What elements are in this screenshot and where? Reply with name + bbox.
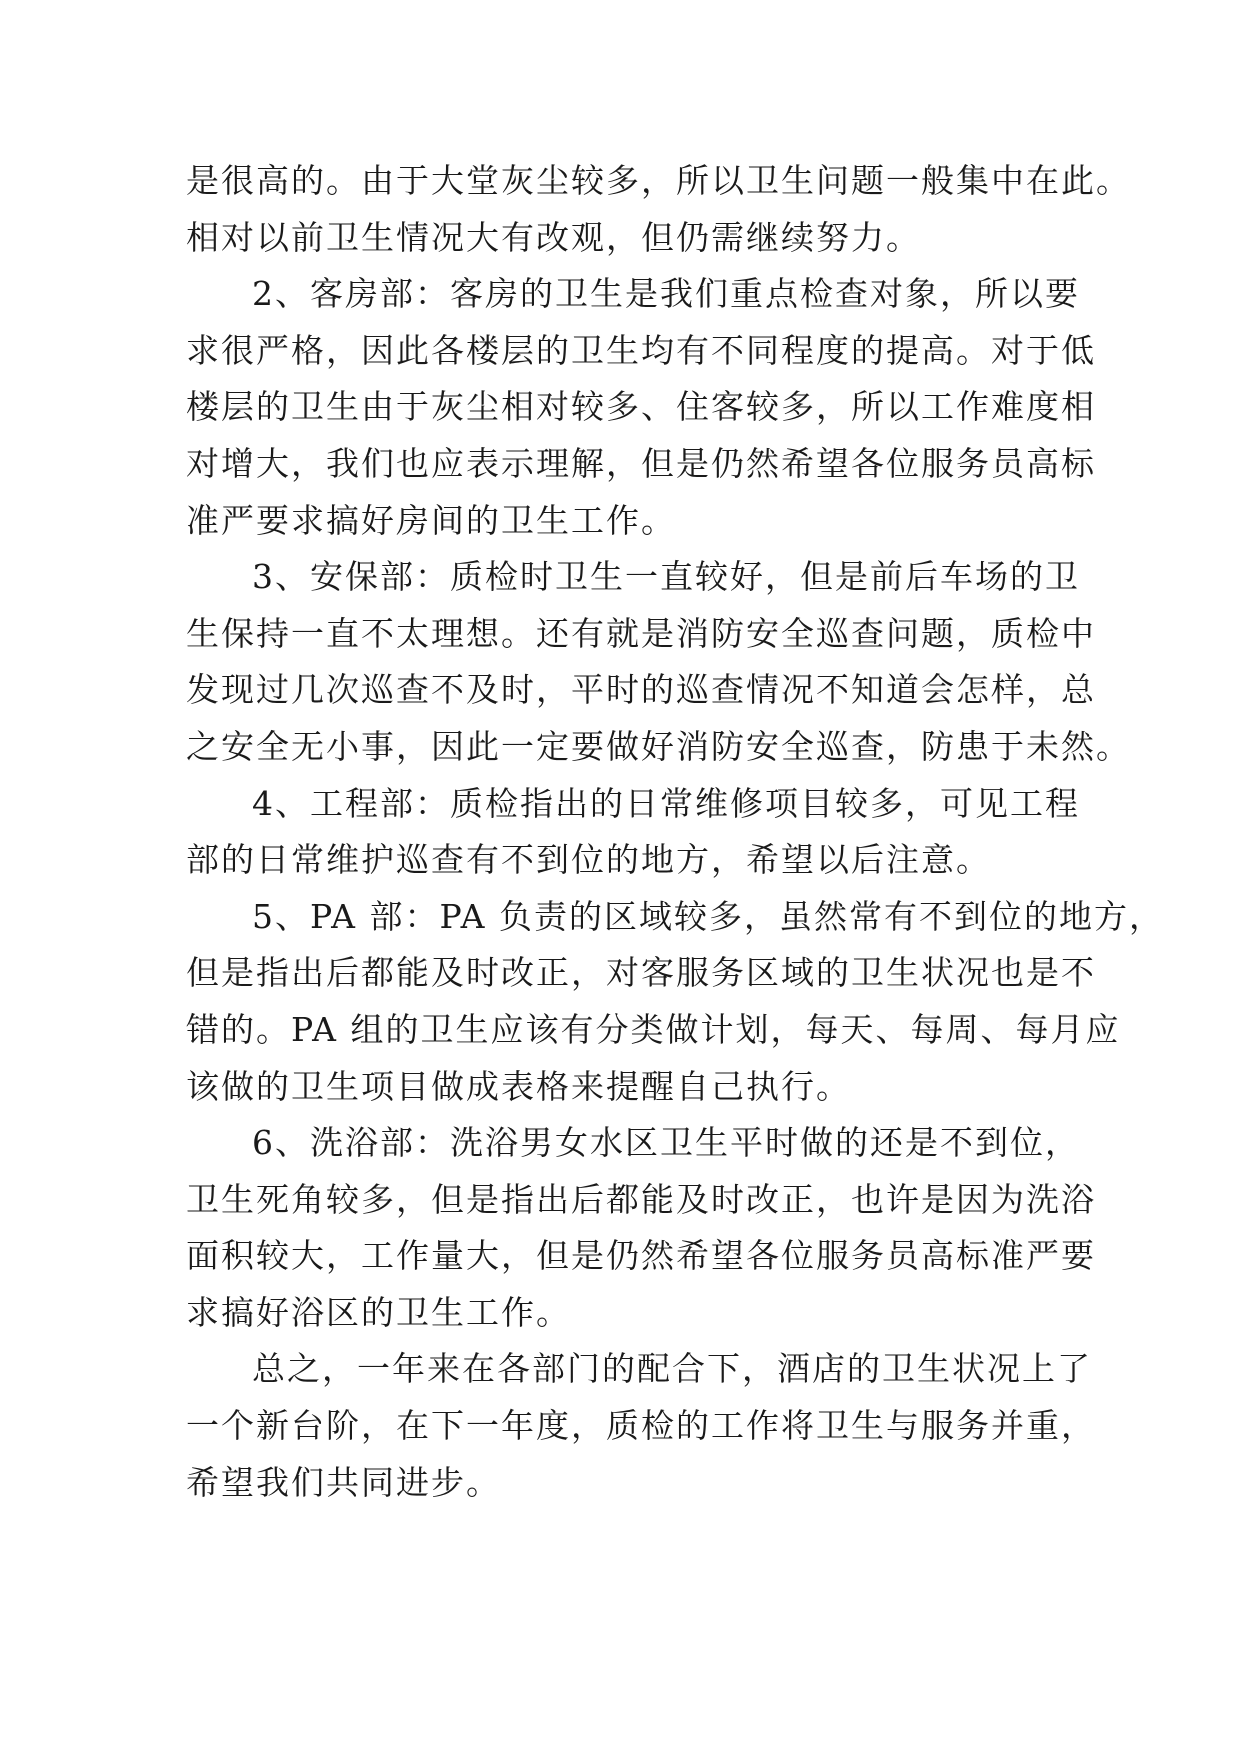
text-line: 5、PA 部：PA 负责的区域较多，虽然常有不到位的地方， <box>252 896 1164 936</box>
text-line: 之安全无小事，因此一定要做好消防安全巡查，防患于未然。 <box>186 726 1131 766</box>
text-line: 一个新台阶，在下一年度，质检的工作将卫生与服务并重， <box>186 1406 1096 1446</box>
text-line: 希望我们共同进步。 <box>186 1462 501 1502</box>
text-line: 准严要求搞好房间的卫生工作。 <box>186 500 676 540</box>
text-line: 卫生死角较多，但是指出后都能及时改正，也许是因为洗浴 <box>186 1179 1096 1219</box>
text-line: 发现过几次巡查不及时，平时的巡查情况不知道会怎样，总 <box>186 670 1096 710</box>
text-line: 总之，一年来在各部门的配合下，酒店的卫生状况上了 <box>252 1349 1092 1389</box>
body-text <box>186 153 1164 1511</box>
text-line: 生保持一直不太理想。还有就是消防安全巡查问题，质检中 <box>186 613 1096 653</box>
text-line: 求很严格，因此各楼层的卫生均有不同程度的提高。对于低 <box>186 330 1096 370</box>
text-line: 求搞好浴区的卫生工作。 <box>186 1292 571 1332</box>
text-line: 4、工程部：质检指出的日常维修项目较多，可见工程 <box>252 783 1080 823</box>
text-line: 该做的卫生项目做成表格来提醒自己执行。 <box>186 1066 851 1106</box>
text-line: 2、客房部：客房的卫生是我们重点检查对象，所以要 <box>252 274 1080 314</box>
text-line: 面积较大，工作量大，但是仍然希望各位服务员高标准严要 <box>186 1236 1096 1276</box>
text-line: 3、安保部：质检时卫生一直较好，但是前后车场的卫 <box>252 557 1080 597</box>
text-line: 6、洗浴部：洗浴男女水区卫生平时做的还是不到位， <box>252 1123 1080 1163</box>
text-line: 是很高的。由于大堂灰尘较多，所以卫生问题一般集中在此。 <box>186 161 1131 200</box>
text-line: 相对以前卫生情况大有改观，但仍需继续努力。 <box>186 217 921 257</box>
text-line: 对增大，我们也应表示理解，但是仍然希望各位服务员高标 <box>186 443 1096 483</box>
text-line: 错的。PA 组的卫生应该有分类做计划，每天、每周、每月应 <box>186 1009 1121 1049</box>
text-line: 部的日常维护巡查有不到位的地方，希望以后注意。 <box>186 840 991 880</box>
text-line: 楼层的卫生由于灰尘相对较多、住客较多，所以工作难度相 <box>186 387 1096 427</box>
text-line: 但是指出后都能及时改正，对客服务区域的卫生状况也是不 <box>186 953 1096 993</box>
